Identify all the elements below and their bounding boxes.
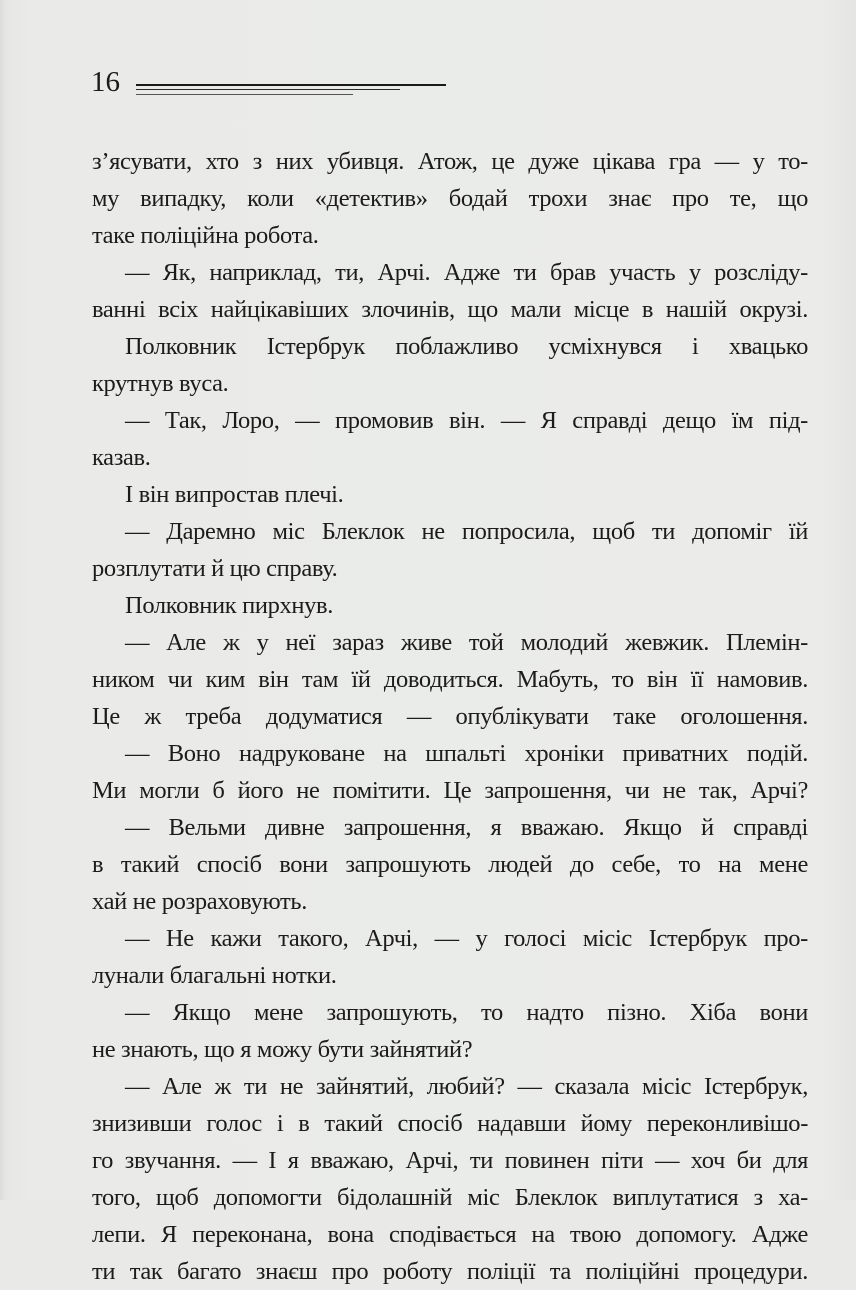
text-line: ником чи ким він там їй доводиться. Мабуть, то він її намовив. (92, 666, 808, 693)
text-line: лепи. Я переконана, вона сподівається на твою допомогу. Адже (92, 1221, 808, 1248)
header-rule (136, 84, 446, 86)
text-line: Це ж треба додуматися — опублікувати таке оголошення. (92, 703, 808, 730)
text-line: того, щоб допомогти бідолашній міс Блеклок виплутатися з ха- (92, 1184, 808, 1211)
text-line: казав. (92, 444, 151, 471)
header-rule (136, 94, 353, 95)
text-line: му випадку, коли «детектив» бодай трохи знає про те, що (92, 185, 808, 212)
header-rule (136, 89, 400, 90)
text-line: — Якщо мене запрошують, то надто пізно. Хіба вони (125, 999, 808, 1026)
text-line: ти так багато знаєш про роботу поліції та поліційні процедури. (92, 1258, 808, 1285)
page-number: 16 (91, 66, 120, 98)
text-line: — Але ж ти не зайнятий, любий? — сказала місіс Істербрук, (125, 1073, 808, 1100)
text-line: не знають, що я можу бути зайнятий? (92, 1036, 473, 1063)
body-text (92, 143, 808, 1290)
text-line: таке поліційна робота. (92, 222, 319, 249)
text-line: Ми могли б його не помітити. Це запрошення, чи не так, Арчі? (92, 777, 808, 804)
text-line: хай не розраховують. (92, 888, 307, 915)
text-line: Полковник пирхнув. (125, 592, 334, 619)
text-line: — Як, наприклад, ти, Арчі. Адже ти брав участь у розсліду- (125, 259, 808, 286)
text-line: Полковник Істербрук поблажливо усміхнувся і хвацько (125, 333, 808, 360)
text-line: розплутати й цю справу. (92, 555, 338, 582)
text-line: лунали благальні нотки. (92, 962, 337, 989)
page-header (91, 60, 451, 100)
text-line: го звучання. — І я вважаю, Арчі, ти повинен піти — хоч би для (92, 1147, 808, 1174)
text-line: — Але ж у неї зараз живе той молодий жевжик. Племін- (125, 629, 808, 656)
text-line: — Воно надруковане на шпальті хроніки приватних подій. (125, 740, 808, 767)
text-line: знизивши голос і в такий спосіб надавши йому переконливішо- (92, 1110, 808, 1137)
text-line: крутнув вуса. (92, 370, 229, 397)
text-line: ванні всіх найцікавіших злочинів, що мали місце в нашій окрузі. (92, 296, 808, 323)
text-line: — Не кажи такого, Арчі, — у голосі місіс Істербрук про- (125, 925, 808, 952)
text-line: — Даремно міс Блеклок не попросила, щоб ти допоміг їй (125, 518, 808, 545)
text-line: з’ясувати, хто з них убивця. Атож, це дуже цікава гра — у то- (92, 148, 808, 175)
text-line: — Так, Лоро, — промовив він. — Я справді дещо їм під- (125, 407, 808, 434)
text-line: І він випростав плечі. (125, 481, 344, 508)
text-line: в такий спосіб вони запрошують людей до себе, то на мене (92, 851, 808, 878)
text-line: — Вельми дивне запрошення, я вважаю. Якщо й справді (125, 814, 808, 841)
